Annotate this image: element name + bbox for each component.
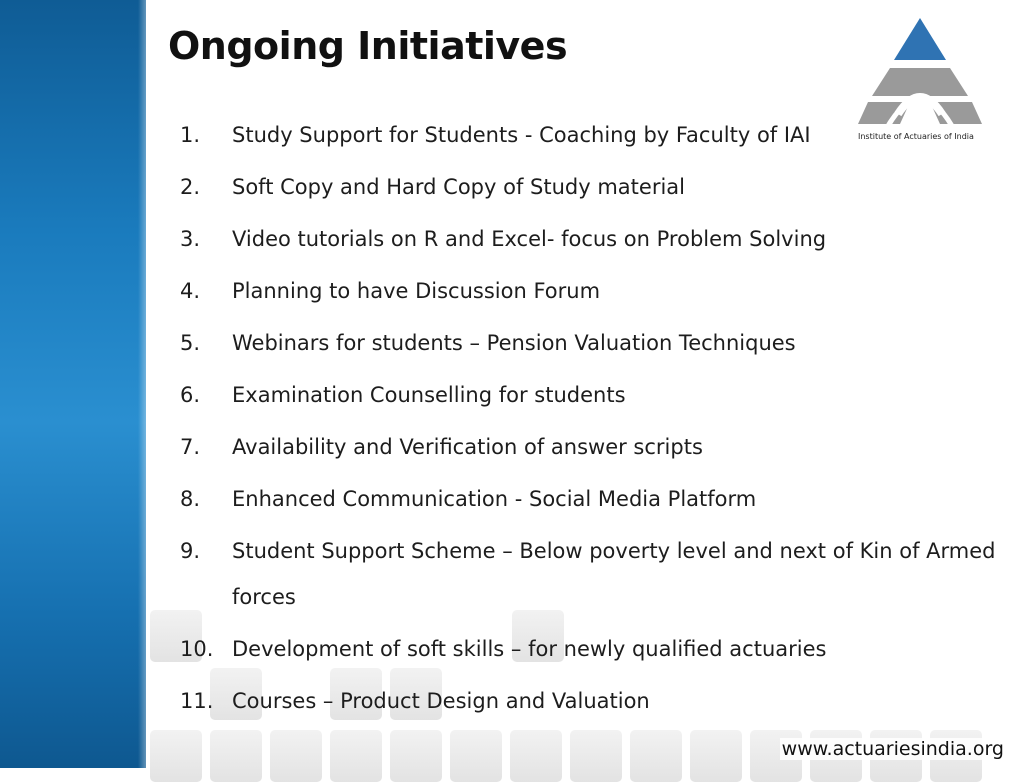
item-text: Soft Copy and Hard Copy of Study material [232, 175, 685, 199]
item-number: 7. [180, 435, 201, 459]
left-decorative-band [0, 0, 146, 768]
footer-website-url[interactable]: www.actuariesindia.org [781, 738, 1004, 760]
item-number: 11. [180, 689, 214, 713]
list-item [180, 424, 1010, 470]
list-item [180, 268, 1010, 314]
item-text: Study Support for Students - Coaching by Faculty of IAI [232, 123, 811, 147]
item-text: Examination Counselling for students [232, 383, 626, 407]
item-number: 6. [180, 383, 201, 407]
item-text: Enhanced Communication - Social Media Platform [232, 487, 757, 511]
item-number: 4. [180, 279, 201, 303]
list-item [180, 112, 1010, 158]
item-text: Availability and Verification of answer scripts [232, 435, 703, 459]
item-text: Student Support Scheme – Below poverty level and next of Kin of Armed forces [232, 539, 996, 609]
list-item [180, 216, 1010, 262]
item-text: Planning to have Discussion Forum [232, 279, 601, 303]
item-text: Video tutorials on R and Excel- focus on Problem Solving [232, 227, 827, 251]
item-text: Courses – Product Design and Valuation [232, 689, 650, 713]
item-number: 5. [180, 331, 201, 355]
item-text: Webinars for students – Pension Valuation Techniques [232, 331, 796, 355]
list-item [180, 320, 1010, 366]
item-number: 3. [180, 227, 201, 251]
item-number: 8. [180, 487, 201, 511]
list-item [180, 164, 1010, 210]
item-number: 9. [180, 539, 201, 563]
list-item [180, 476, 1010, 522]
logo-caption: Institute of Actuaries of India [858, 132, 974, 141]
item-number: 2. [180, 175, 201, 199]
list-item [180, 626, 1010, 672]
list-item [180, 528, 1010, 620]
initiatives-list [180, 112, 1010, 730]
list-item [180, 678, 1010, 724]
slide-title: Ongoing Initiatives [168, 24, 568, 68]
item-text: Development of soft skills – for newly qualified actuaries [232, 637, 827, 661]
list-item [180, 372, 1010, 418]
item-number: 10. [180, 637, 214, 661]
item-number: 1. [180, 123, 201, 147]
